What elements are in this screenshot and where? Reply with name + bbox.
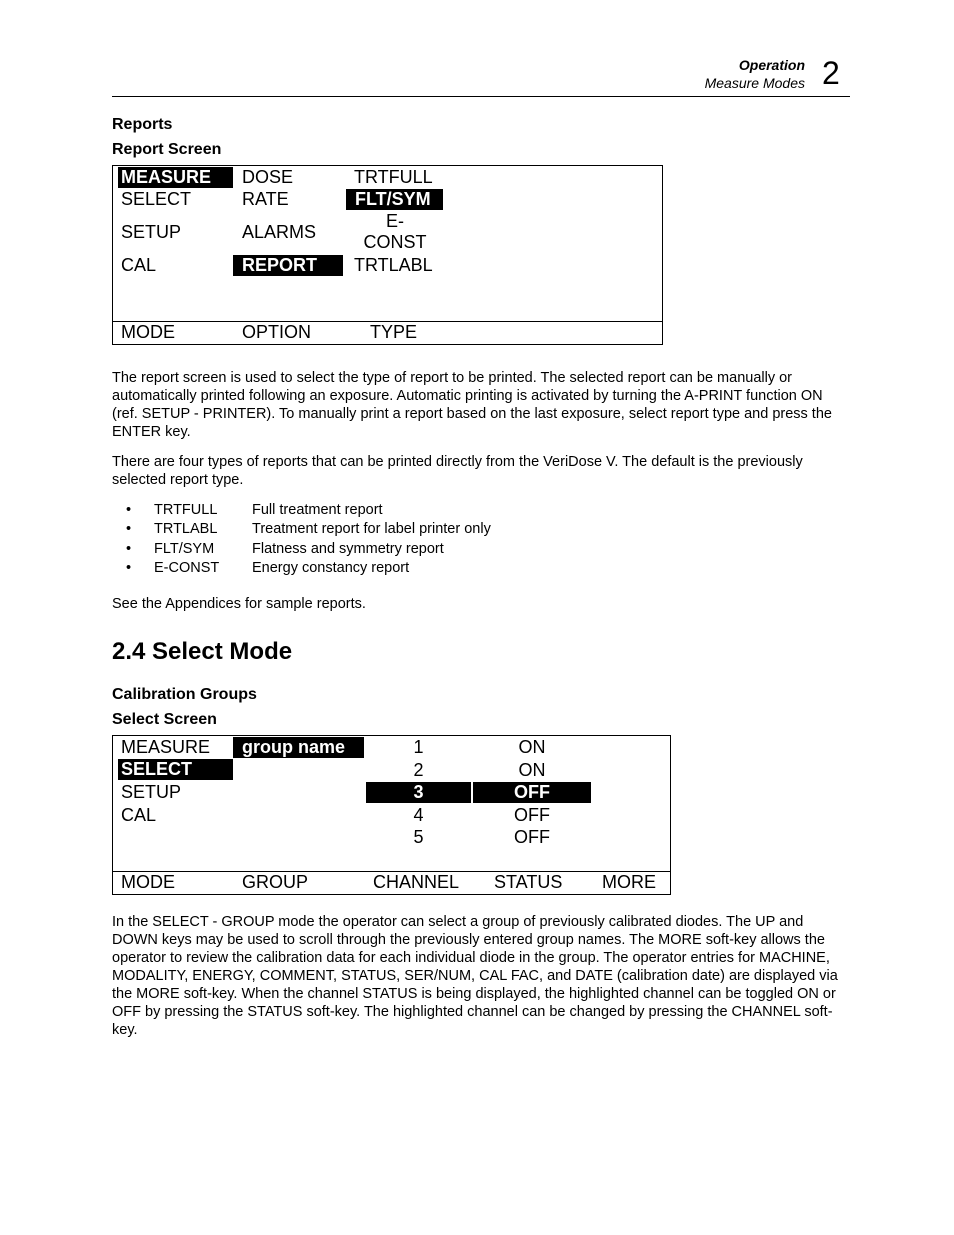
screen-item-setup: SETUP — [121, 782, 182, 802]
softkey-type: TYPE — [370, 322, 418, 342]
bullet-item — [126, 559, 409, 577]
bullet-code: TRTLABL — [154, 521, 218, 537]
screen-item-e-const-line2: CONST — [363, 232, 427, 252]
screen-item-setup: SETUP — [121, 222, 182, 242]
bullet-icon: • — [126, 502, 132, 518]
softkey-option: OPTION — [242, 322, 312, 342]
screen-item-cal: CAL — [121, 255, 157, 275]
select-screen — [112, 735, 671, 895]
softkey-status: STATUS — [494, 872, 563, 892]
screen-item-select: SELECT — [121, 189, 192, 209]
screen-item-trtfull: TRTFULL — [354, 167, 433, 187]
report-screen-description: The report screen is used to select the type of report to be printed. The selected report can be manually or automatically printed following an exposure. Automatic printing is activated by turning the A-PRINT function ON (ref. SETUP - PRINTER). To manually print a report based on the last exposure, select report type and press the ENTER key. — [112, 370, 832, 440]
softkey-channel: CHANNEL — [373, 872, 460, 892]
channel-status: OFF — [514, 805, 550, 825]
channel-status: ON — [518, 760, 546, 780]
select-mode-description: In the SELECT - GROUP mode the operator can select a group of previously calibrated diodes. The UP and DOWN keys may be used to scroll through the previously entered group names. The MORE soft-key allows the operator to review the calibration data for each individual diode in the group. The operator entries for MACHINE, MODALITY, ENERGY, COMMENT, STATUS, SER/NUM, CAL FAC, and DATE (calibration date) are displayed via the MORE soft-key. When the channel STATUS is being displayed, the highlighted channel can be toggled ON or OFF by pressing the STATUS soft-key. The highlighted channel can be changed by pressing the CHANNEL soft-key. — [112, 914, 838, 1038]
bullet-desc: Treatment report for label printer only — [252, 521, 491, 537]
screen-item-measure: MEASURE — [121, 737, 211, 757]
channel-number: 2 — [413, 760, 424, 780]
channel-status: OFF — [514, 827, 550, 847]
channel-number: 5 — [413, 827, 424, 847]
softkey-mode: MODE — [121, 872, 175, 892]
chapter-number: 2 — [822, 55, 840, 91]
reports-heading: Reports — [112, 116, 173, 133]
bullet-desc: Full treatment report — [252, 502, 383, 518]
channel-status: ON — [518, 737, 546, 757]
bullet-icon: • — [126, 541, 132, 557]
softkey-mode: MODE — [121, 322, 175, 342]
screen-item-report: REPORT — [233, 255, 343, 276]
bullet-item — [126, 501, 383, 519]
channel-number: 1 — [413, 737, 424, 757]
screen-item-measure: MEASURE — [118, 167, 233, 188]
screen-item-trtlabl: TRTLABL — [354, 255, 433, 275]
group-name-field: group name — [233, 737, 364, 758]
calibration-groups-heading: Calibration Groups — [112, 686, 257, 703]
screen-item-dose: DOSE — [242, 167, 294, 187]
channel-number-selected: 3 — [366, 782, 471, 803]
bullet-item — [126, 520, 491, 538]
running-header-subtitle: Measure Modes — [704, 75, 805, 91]
screen-item-cal: CAL — [121, 805, 157, 825]
bullet-desc: Flatness and symmetry report — [252, 541, 444, 557]
screen-item-select: SELECT — [118, 759, 233, 780]
channel-number: 4 — [413, 805, 424, 825]
bullet-icon: • — [126, 560, 132, 576]
bullet-item — [126, 540, 444, 558]
bullet-desc: Energy constancy report — [252, 560, 410, 576]
bullet-code: TRTFULL — [154, 502, 218, 518]
report-types-intro: There are four types of reports that can be printed directly from the VeriDose V. The default is the previously selected report type. — [112, 454, 803, 488]
select-screen-heading: Select Screen — [112, 711, 217, 728]
screen-item-rate: RATE — [242, 189, 289, 209]
softkey-group: GROUP — [242, 872, 309, 892]
bullet-code: E-CONST — [154, 560, 220, 576]
section-heading: 2.4 Select Mode — [112, 638, 293, 665]
softkey-more: MORE — [602, 872, 656, 892]
report-screen — [112, 165, 663, 345]
screen-item-alarms: ALARMS — [242, 222, 317, 242]
bullet-code: FLT/SYM — [154, 541, 215, 557]
report-screen-heading: Report Screen — [112, 141, 222, 158]
header-rule — [112, 96, 850, 97]
channel-status-selected: OFF — [473, 782, 591, 803]
appendices-note: See the Appendices for sample reports. — [112, 596, 366, 612]
bullet-icon: • — [126, 521, 132, 537]
screen-item-e-const-line1: E- — [386, 211, 404, 231]
running-header-title: Operation — [738, 57, 805, 73]
screen-item-flt-sym: FLT/SYM — [346, 189, 443, 210]
